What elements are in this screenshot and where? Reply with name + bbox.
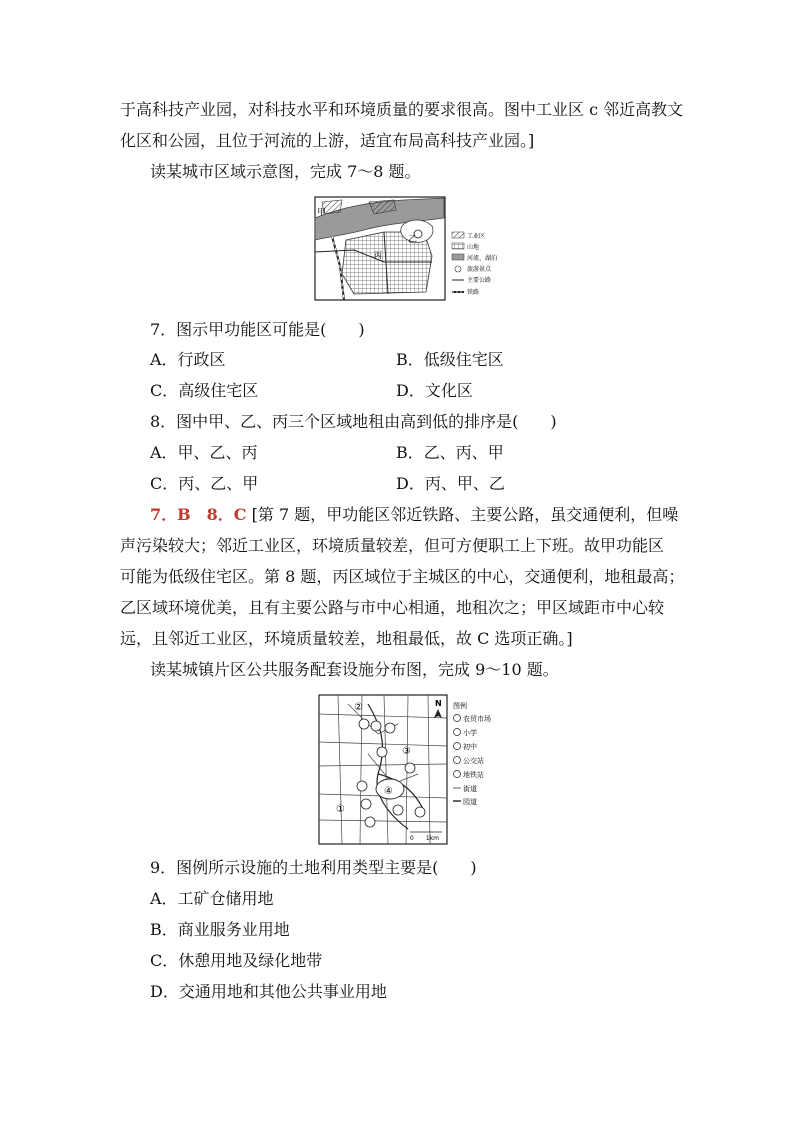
label-bing: 丙 [374,251,382,260]
legend-market: 农贸市场 [463,715,491,723]
question-8-stem: 8．图中甲、乙、丙三个区域地租由高到低的排序是( ) [150,412,557,431]
north-label: N [435,699,442,708]
question-intro: 读某城市区域示意图，完成 7～8 题。 [150,162,421,181]
legend-subway: 地铁站 [463,771,484,779]
paragraph-line: 化区和公园，且位于河流的上游，适宜布局高科技产业园。] [120,131,535,150]
answer-line: 可能为低级住宅区。第 8 题，丙区域位于主城区的中心，交通便利，地租最高； [120,567,685,586]
answer-text: [第 7 题，甲功能区邻近铁路、主要公路，虽交通便利，但噪 [251,505,679,524]
answer-line: 远，且邻近工业区，环境质量较差，地租最低，故 C 选项正确。] [120,629,573,648]
q7-option-d[interactable]: D．文化区 [396,381,473,400]
question-7-stem: 7．图示甲功能区可能是( ) [150,320,365,339]
answer-line: 乙区域环境优美，且有主要公路与市中心相通，地租次之；甲区域距市中心较 [120,598,665,617]
answer-label: 7．B 8．C [150,505,247,524]
legend-scenic: 旅游景点 [467,266,492,273]
label-yi: 乙 [408,235,418,245]
q7-option-a[interactable]: A．行政区 [150,350,226,369]
area-2: ② [354,702,363,713]
legend-industrial: 工业区 [467,233,486,240]
legend-street: 街道 [463,785,477,793]
q7-option-c[interactable]: C．高级住宅区 [150,381,259,400]
legend-mountain: 山地 [467,244,480,251]
legend-title: 图例 [453,702,467,710]
q7-option-b[interactable]: B．低级住宅区 [396,350,504,369]
area-1: ① [336,804,345,815]
city-region-map [314,196,512,302]
legend-middle-school: 初中 [463,743,477,751]
label-jia: 甲 [317,208,327,218]
q8-option-a[interactable]: A．甲、乙、丙 [150,443,258,462]
legend-bus-stop: 公交站 [463,757,484,765]
q8-option-b[interactable]: B．乙、丙、甲 [396,443,504,462]
facility-distribution-map [318,694,508,846]
answer-7-8-line [150,505,710,525]
legend-primary-school: 小学 [463,729,477,737]
question-9-stem: 9．图例所示设施的土地利用类型主要是( ) [150,858,477,877]
question-intro: 读某城镇片区公共服务配套设施分布图，完成 9～10 题。 [150,660,559,679]
q9-option-d[interactable]: D．交通用地和其他公共事业用地 [150,982,387,1001]
area-3: ③ [402,746,411,757]
q9-option-a[interactable]: A．工矿仓储用地 [150,889,274,908]
legend-railway: 铁路 [467,289,480,296]
area-4: ④ [384,786,393,797]
q8-option-c[interactable]: C．丙、乙、甲 [150,474,259,493]
answer-line: 声污染较大；邻近工业区，环境质量较差，但可方便职工上下班。故甲功能区 [120,536,665,555]
q8-option-d[interactable]: D．丙、甲、乙 [396,474,505,493]
legend-river: 河流、湖泊 [467,255,498,262]
legend-garden-path: 园道 [463,798,477,806]
q9-option-b[interactable]: B．商业服务业用地 [150,920,290,939]
q9-option-c[interactable]: C．休憩用地及绿化地带 [150,951,323,970]
legend-road: 主要公路 [467,277,492,284]
scale-label: 0 1km [410,835,439,842]
paragraph-line: 于高科技产业园，对科技水平和环境质量的要求很高。图中工业区 c 邻近高教文 [120,100,684,119]
